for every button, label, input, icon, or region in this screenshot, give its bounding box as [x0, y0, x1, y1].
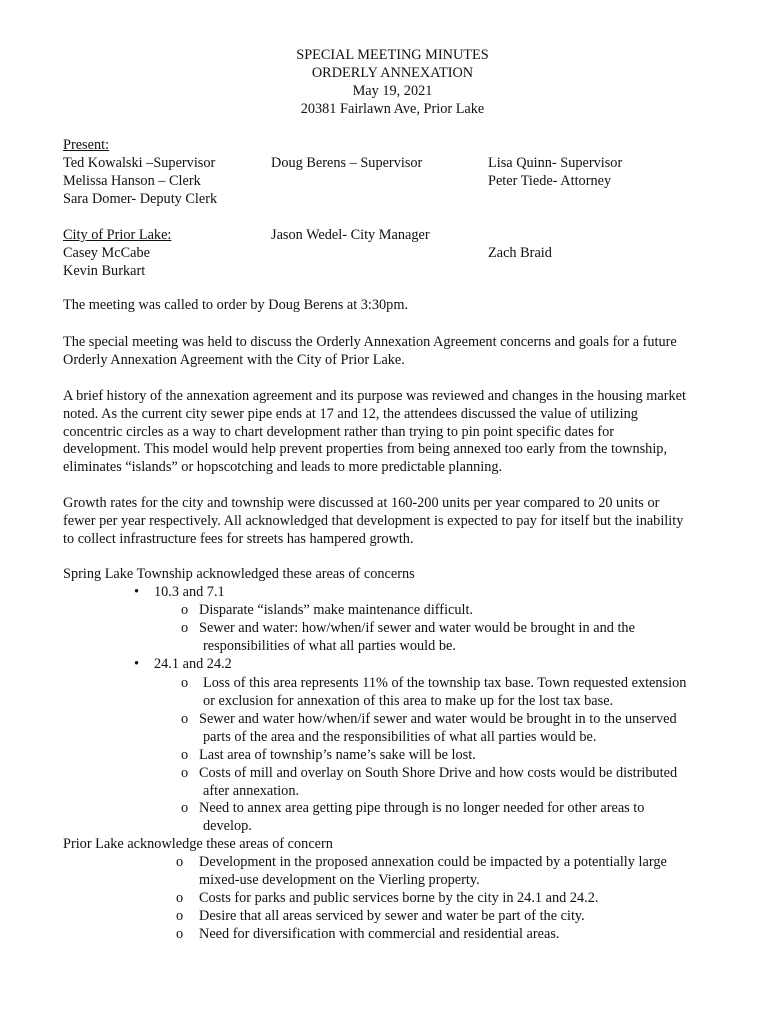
attendee: Sara Domer- Deputy Clerk: [63, 191, 218, 207]
concern-line: Last area of township’s name’s sake will be lost.: [199, 747, 476, 763]
sub-bullet-icon: o: [176, 908, 184, 924]
paragraph-line: noted. As the current city sewer pipe ends at 17 and 12, the attendees discussed the value of utilizing: [63, 405, 638, 422]
attendee: Melissa Hanson – Clerk: [63, 173, 201, 189]
attendee: Jason Wedel- City Manager: [271, 227, 430, 243]
paragraph-line: to collect infrastructure fees for streets has hampered growth.: [63, 530, 414, 547]
paragraph-call-to-order: [63, 297, 733, 315]
attendee: Lisa Quinn- Supervisor: [488, 155, 623, 171]
attendee: Zach Braid: [488, 245, 552, 261]
attendee: Peter Tiede- Attorney: [488, 173, 612, 189]
concern-line: Sewer and water how/when/if sewer and water would be brought in to the unserved: [199, 711, 677, 727]
concern-line: Disparate “islands” make maintenance difficult.: [199, 602, 474, 618]
present-heading: Present:: [63, 137, 110, 153]
meeting-address: 20381 Fairlawn Ave, Prior Lake: [300, 101, 485, 117]
sub-bullet-icon: o: [181, 800, 189, 816]
concern-line: Development in the proposed annexation could be impacted by a potentially large: [199, 854, 667, 870]
paragraph-line: Growth rates for the city and township were discussed at 160-200 units per year compared to 20 units or: [63, 495, 660, 511]
subtitle-line: ORDERLY ANNEXATION: [311, 65, 474, 81]
concern-line: Costs of mill and overlay on South Shore Drive and how costs would be distributed: [199, 765, 678, 781]
paragraph-line: fewer per year respectively. All acknowledged that development is expected to pay for itself but the inability: [63, 512, 684, 529]
sub-bullet-icon: o: [181, 765, 189, 781]
sub-bullet-icon: o: [181, 747, 189, 763]
attendee: Kevin Burkart: [63, 263, 146, 279]
paragraph-purpose: [63, 334, 733, 370]
bullet-icon: •: [134, 656, 140, 672]
paragraph-line: A brief history of the annexation agreement and its purpose was reviewed and changes in the housing market: [63, 388, 686, 404]
concern-line: or exclusion for annexation of this area to make up for the lost tax base.: [203, 693, 614, 709]
concern-line: Costs for parks and public services borne by the city in 24.1 and 24.2.: [199, 890, 599, 906]
concern-line: Sewer and water: how/when/if sewer and water would be brought in and the: [199, 620, 635, 636]
area-label: 10.3 and 7.1: [154, 584, 225, 600]
concern-line: parts of the area and the responsibilities of what all parties would be.: [203, 729, 597, 745]
concern-line: Need to annex area getting pipe through is no longer needed for other areas to: [199, 800, 645, 816]
meeting-date: May 19, 2021: [352, 83, 433, 99]
paragraph-line: The special meeting was held to discuss the Orderly Annexation Agreement concerns and goals for a future: [63, 334, 677, 350]
sub-bullet-icon: o: [176, 890, 184, 906]
sub-bullet-icon: o: [176, 926, 184, 942]
prior-lake-heading: Prior Lake acknowledge these areas of concern: [63, 836, 333, 852]
township-heading: Spring Lake Township acknowledged these areas of concerns: [63, 566, 415, 582]
concern-line: Need for diversification with commercial and residential areas.: [199, 926, 560, 942]
sub-bullet-icon: o: [181, 602, 189, 618]
concern-line: Loss of this area represents 11% of the township tax base. Town requested extension: [203, 675, 687, 691]
sub-bullet-icon: o: [181, 620, 189, 636]
bullet-icon: •: [134, 584, 140, 600]
concern-line: mixed-use development on the Vierling property.: [199, 872, 480, 888]
city-heading: City of Prior Lake:: [63, 227, 172, 243]
paragraph-line: development. This model would help prevent properties from being annexed too early from the township,: [63, 441, 668, 458]
paragraph-growth: [63, 495, 733, 548]
sub-bullet-icon: o: [181, 711, 189, 727]
sub-bullet-icon: o: [176, 854, 184, 870]
attendee: Casey McCabe: [63, 245, 150, 261]
sub-bullet-icon: o: [181, 675, 189, 691]
concern-line: Desire that all areas serviced by sewer and water be part of the city.: [199, 908, 585, 924]
concern-line: after annexation.: [203, 783, 300, 799]
attendee: Doug Berens – Supervisor: [271, 155, 423, 171]
area-label: 24.1 and 24.2: [154, 656, 232, 672]
paragraph-line: Orderly Annexation Agreement with the City of Prior Lake.: [63, 351, 405, 368]
paragraph-line: eliminates “islands” or hopscotching and leads to more predictable planning.: [63, 459, 503, 476]
paragraph-line: The meeting was called to order by Doug Berens at 3:30pm.: [63, 297, 409, 313]
concern-line: develop.: [203, 818, 252, 834]
document-header: [0, 47, 770, 119]
paragraph-line: concentric circles as a way to chart development rather than trying to pin point specific dates for: [63, 423, 615, 440]
title-line: SPECIAL MEETING MINUTES: [296, 47, 489, 63]
paragraph-history: [63, 388, 733, 477]
concern-line: responsibilities of what all parties would be.: [203, 638, 456, 654]
attendee: Ted Kowalski –Supervisor: [63, 155, 216, 171]
